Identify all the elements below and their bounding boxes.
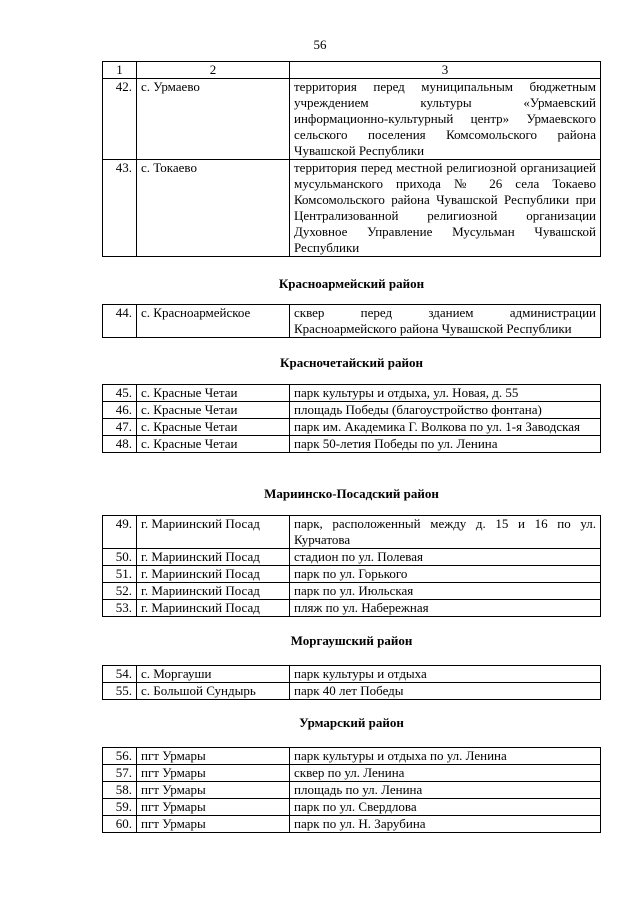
- row-place: г. Мариинский Посад: [137, 583, 290, 600]
- row-description: парк, расположенный между д. 15 и 16 по ул. Курчатова: [290, 516, 601, 549]
- table-row: [103, 305, 601, 338]
- table-row: [103, 782, 601, 799]
- row-number: 55.: [103, 683, 137, 700]
- table-row: [103, 419, 601, 436]
- row-place: г. Мариинский Посад: [137, 600, 290, 617]
- row-place: с. Красные Четаи: [137, 385, 290, 402]
- row-description: стадион по ул. Полевая: [290, 549, 601, 566]
- row-number: 44.: [103, 305, 137, 338]
- row-description: парк по ул. Свердлова: [290, 799, 601, 816]
- row-place: пгт Урмары: [137, 765, 290, 782]
- row-place: с. Урмаево: [137, 79, 290, 160]
- row-place: г. Мариинский Посад: [137, 549, 290, 566]
- table-row: [103, 516, 601, 549]
- table-row: [103, 765, 601, 782]
- row-description: территория перед муниципальным бюджетным учреждением культуры «Урмаевский информационно-культурный центр» Урмаевского сельского поселения Комсомольского района Чувашской Республики: [290, 79, 601, 160]
- table-row: [103, 566, 601, 583]
- row-number: 51.: [103, 566, 137, 583]
- district-title: Красночетайский район: [280, 355, 423, 370]
- row-number: 45.: [103, 385, 137, 402]
- district-title: Урмарский район: [299, 715, 404, 730]
- table-row: [103, 79, 601, 160]
- table-row: [103, 402, 601, 419]
- row-number: 60.: [103, 816, 137, 833]
- district-table: [102, 665, 601, 700]
- row-place: пгт Урмары: [137, 799, 290, 816]
- district-title: Красноармейский район: [278, 276, 425, 291]
- district-table: [102, 515, 601, 617]
- row-number: 43.: [103, 160, 137, 257]
- table-row: [103, 666, 601, 683]
- district-table: [102, 747, 601, 833]
- row-description: парк культуры и отдыха по ул. Ленина: [290, 748, 601, 765]
- row-place: с. Красные Четаи: [137, 402, 290, 419]
- row-description: парк 50-летия Победы по ул. Ленина: [290, 436, 601, 453]
- district-title: Мариинско-Посадский район: [264, 486, 439, 501]
- header-col-1: 1: [103, 62, 137, 79]
- table-row: [103, 385, 601, 402]
- row-number: 59.: [103, 799, 137, 816]
- table-continuation: [102, 61, 601, 257]
- row-description: территория перед местной религиозной организацией мусульманского прихода № 26 села Токаево Комсомольского района Чувашской Республики при Централизованной религиозной организации Духовное Управление Мусульман Чувашской Республики: [290, 160, 601, 257]
- row-place: с. Моргауши: [137, 666, 290, 683]
- row-place: г. Мариинский Посад: [137, 566, 290, 583]
- table-row: [103, 600, 601, 617]
- district-title: Моргаушский район: [290, 633, 413, 648]
- row-number: 58.: [103, 782, 137, 799]
- row-place: с. Красные Четаи: [137, 419, 290, 436]
- row-description: сквер по ул. Ленина: [290, 765, 601, 782]
- row-description: парк по ул. Н. Зарубина: [290, 816, 601, 833]
- row-number: 53.: [103, 600, 137, 617]
- table-header-row: [103, 62, 601, 79]
- table-row: [103, 583, 601, 600]
- table-row: [103, 160, 601, 257]
- district-table: [102, 304, 601, 338]
- district-table: [102, 384, 601, 453]
- row-place: с. Красные Четаи: [137, 436, 290, 453]
- row-description: площадь Победы (благоустройство фонтана): [290, 402, 601, 419]
- header-col-3: 3: [290, 62, 601, 79]
- row-description: сквер перед зданием администрации Красноармейского района Чувашской Республики: [290, 305, 601, 338]
- table-row: [103, 816, 601, 833]
- row-place: г. Мариинский Посад: [137, 516, 290, 549]
- row-number: 56.: [103, 748, 137, 765]
- row-description: парк по ул. Горького: [290, 566, 601, 583]
- table-row: [103, 683, 601, 700]
- row-place: с. Красноармейское: [137, 305, 290, 338]
- row-description: пляж по ул. Набережная: [290, 600, 601, 617]
- header-col-2: 2: [137, 62, 290, 79]
- table-row: [103, 436, 601, 453]
- page-number: 56: [313, 37, 327, 52]
- row-place: пгт Урмары: [137, 748, 290, 765]
- row-number: 47.: [103, 419, 137, 436]
- row-description: площадь по ул. Ленина: [290, 782, 601, 799]
- row-description: парк 40 лет Победы: [290, 683, 601, 700]
- row-number: 46.: [103, 402, 137, 419]
- row-number: 42.: [103, 79, 137, 160]
- row-number: 50.: [103, 549, 137, 566]
- row-place: пгт Урмары: [137, 782, 290, 799]
- row-place: с. Токаево: [137, 160, 290, 257]
- row-place: с. Большой Сундырь: [137, 683, 290, 700]
- row-number: 49.: [103, 516, 137, 549]
- row-number: 48.: [103, 436, 137, 453]
- row-description: парк культуры и отдыха: [290, 666, 601, 683]
- table-row: [103, 549, 601, 566]
- row-place: пгт Урмары: [137, 816, 290, 833]
- row-number: 57.: [103, 765, 137, 782]
- table-row: [103, 799, 601, 816]
- row-number: 54.: [103, 666, 137, 683]
- row-description: парк культуры и отдыха, ул. Новая, д. 55: [290, 385, 601, 402]
- row-description: парк им. Академика Г. Волкова по ул. 1-я Заводская: [290, 419, 601, 436]
- row-number: 52.: [103, 583, 137, 600]
- table-row: [103, 748, 601, 765]
- row-description: парк по ул. Июльская: [290, 583, 601, 600]
